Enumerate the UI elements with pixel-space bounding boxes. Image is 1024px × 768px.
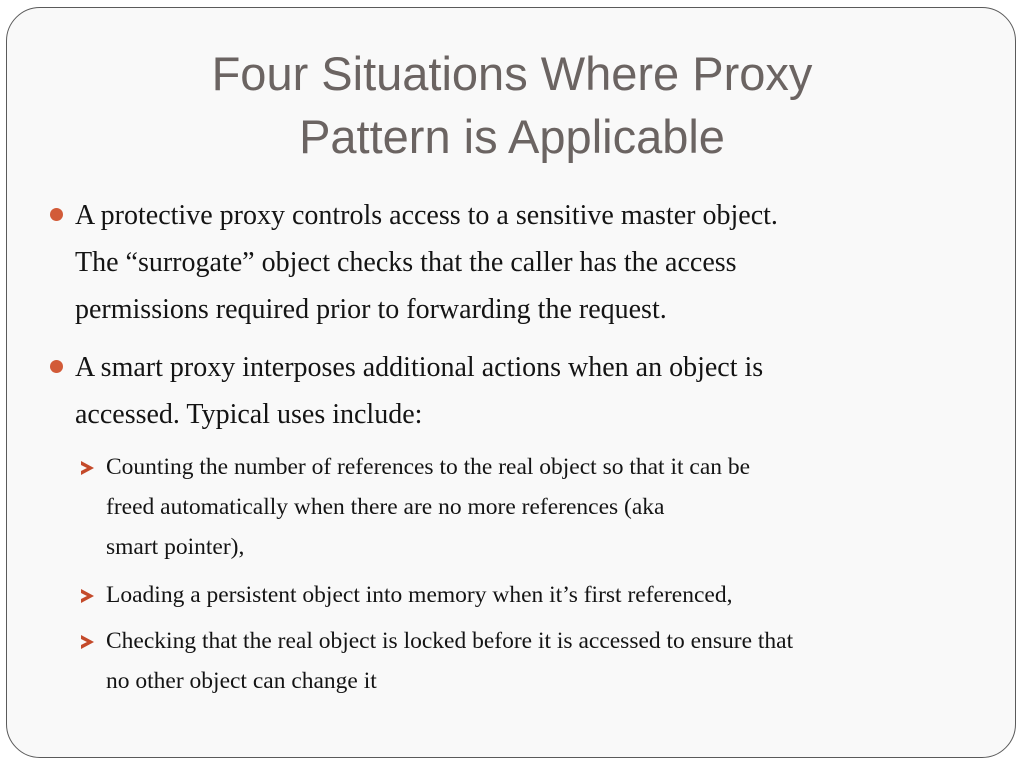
- bullet-text-line: The “surrogate” object checks that the caller has the access: [75, 247, 737, 278]
- sub-bullet-text-line: smart pointer),: [106, 534, 245, 560]
- sub-bullet-text-line: Counting the number of references to the real object so that it can be: [106, 454, 751, 480]
- bullet-text-line: A protective proxy controls access to a sensitive master object.: [75, 200, 778, 231]
- round-dot-bullet-icon: [50, 208, 63, 221]
- bullet-text-line: A smart proxy interposes additional actions when an object is: [75, 352, 764, 383]
- round-dot-bullet-icon: [50, 360, 63, 373]
- sub-bullet-loading-persistent: [106, 575, 1006, 615]
- sub-bullet-text-line: no other object can change it: [106, 668, 377, 694]
- arrowhead-bullet-icon: [81, 589, 94, 603]
- slide-title-line-1: Four Situations Where Proxy: [211, 47, 813, 100]
- bullet-protective-proxy: [75, 192, 985, 333]
- arrowhead-bullet-icon: [81, 635, 94, 649]
- sub-bullet-text-line: Checking that the real object is locked before it is accessed to ensure that: [106, 628, 794, 654]
- sub-bullet-text-line: freed automatically when there are no more references (aka: [106, 494, 665, 520]
- slide-title-line-2: Pattern is Applicable: [299, 110, 725, 163]
- slide-title: [0, 42, 1024, 168]
- bullet-text-line: accessed. Typical uses include:: [75, 399, 423, 430]
- sub-bullet-text-line: Loading a persistent object into memory when it’s first referenced,: [106, 582, 733, 608]
- sub-bullet-counting-references: [106, 447, 1006, 567]
- bullet-smart-proxy: [75, 344, 985, 438]
- sub-bullet-checking-locked: [106, 621, 1006, 701]
- arrowhead-bullet-icon: [81, 461, 94, 475]
- bullet-text-line: permissions required prior to forwarding the request.: [75, 294, 667, 325]
